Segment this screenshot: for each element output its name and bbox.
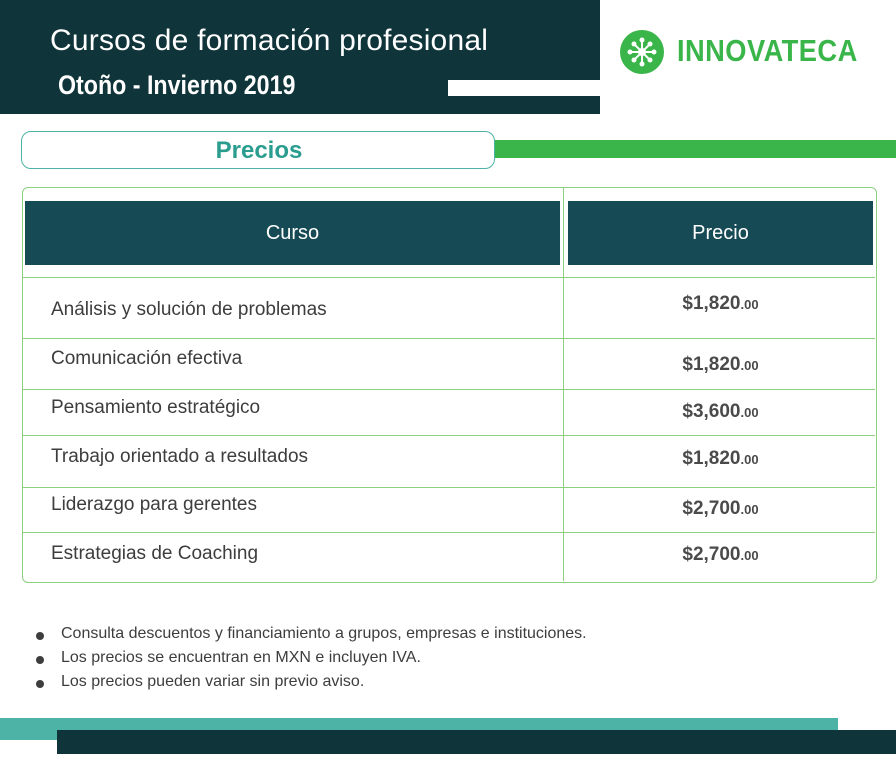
course-name: Liderazgo para gerentes: [51, 494, 257, 515]
page-subtitle: Otoño - Invierno 2019: [58, 70, 296, 100]
row-divider: [23, 277, 875, 278]
page-title: Cursos de formación profesional: [50, 24, 489, 57]
column-header-course: Curso: [25, 201, 560, 265]
header-accent-strip: [448, 80, 600, 96]
course-price: $2,700.00: [682, 544, 759, 565]
section-heading: [21, 131, 495, 169]
bullet-icon: [36, 632, 44, 640]
course-name: Pensamiento estratégico: [51, 397, 261, 418]
footer-bar-dark: [57, 730, 896, 754]
price-table: [22, 187, 877, 583]
column-header-price: Precio: [568, 201, 873, 265]
course-name: Comunicación efectiva: [51, 348, 243, 369]
section-title: Precios: [215, 137, 303, 164]
row-divider: [23, 487, 875, 488]
course-price: $1,820.00: [682, 293, 759, 314]
course-name: Estrategias de Coaching: [51, 543, 259, 564]
bullet-icon: [36, 680, 44, 688]
row-divider: [23, 389, 875, 390]
logo: [620, 30, 664, 74]
logo-text: INNOVATECA: [677, 33, 858, 68]
course-price: $1,820.00: [682, 354, 759, 375]
row-divider: [23, 338, 875, 339]
row-divider: [23, 532, 875, 533]
course-price: $3,600.00: [682, 401, 759, 422]
column-divider: [563, 188, 564, 581]
section-accent-bar: [492, 140, 896, 158]
bullet-icon: [36, 656, 44, 664]
course-price: $2,700.00: [682, 498, 759, 519]
row-divider: [23, 435, 875, 436]
course-name: Trabajo orientado a resultados: [51, 446, 309, 467]
course-price: $1,820.00: [682, 448, 759, 469]
course-name: Análisis y solución de problemas: [51, 299, 327, 320]
